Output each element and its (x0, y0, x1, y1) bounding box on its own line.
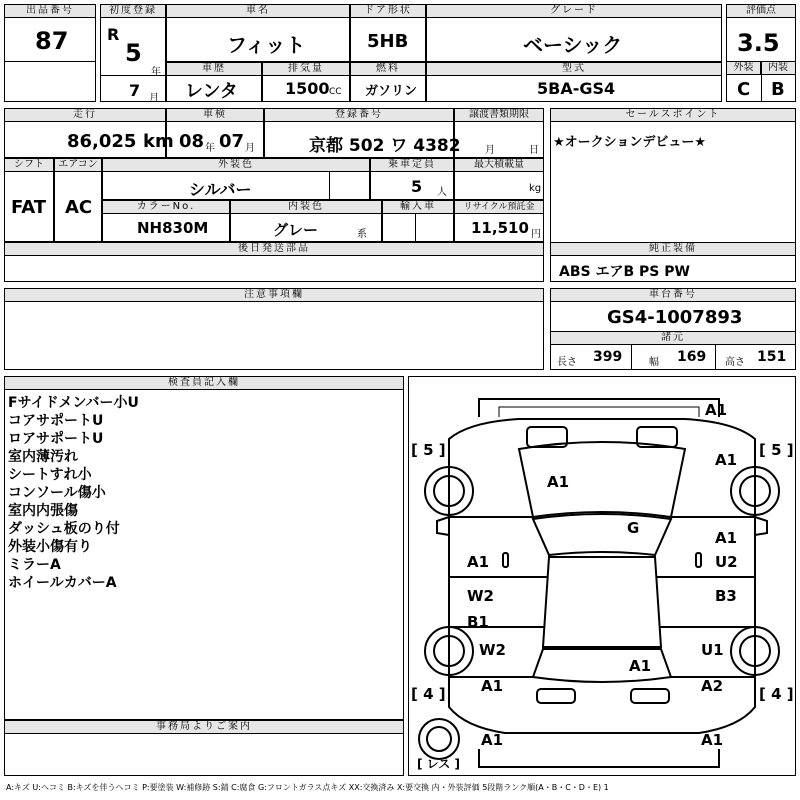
load-label: 最大積載量 (455, 159, 543, 172)
length-label: 長さ (557, 357, 577, 368)
height-value: 151 (757, 349, 787, 365)
office-label: 事務局よりご案内 (5, 721, 403, 734)
options-value: ABS エアB PS PW (559, 264, 690, 280)
mark-front-bumper: A1 (705, 401, 728, 419)
int-color-value: グレー (273, 221, 319, 239)
later-label: 後日発送部品 (5, 243, 543, 256)
transfer-day: 日 (529, 145, 539, 156)
later-box (4, 242, 544, 282)
first-reg-month: 7 (129, 81, 141, 100)
door-value: 5HB (367, 31, 409, 52)
transfer-box (454, 108, 544, 158)
name-box (166, 4, 350, 62)
name-label: 車名 (167, 5, 349, 18)
mark-left-front-door: A1 (467, 553, 490, 571)
door-box (350, 4, 426, 62)
inspector-line: Fサイドメンバー小U (8, 395, 139, 411)
load-box (454, 158, 544, 200)
mark-right-rear-door: B3 (715, 587, 737, 605)
recycle-value: 11,510 (471, 219, 529, 237)
mark-left-quarter: A1 (481, 677, 504, 695)
mark-right-quarter: A2 (701, 677, 724, 695)
fuel-box (350, 62, 426, 102)
plate-value: 京都 502 ワ 4382 (309, 136, 461, 156)
inspector-line: ロアサポートU (8, 431, 104, 447)
length-value: 399 (593, 349, 623, 365)
mark-rear-right: A1 (701, 731, 724, 749)
model-box (426, 62, 722, 102)
lot-label: 出品番号 (5, 5, 95, 18)
mileage-value: 86,025 (67, 131, 137, 152)
car-diagram-box (408, 376, 796, 776)
month-unit: 月 (149, 93, 159, 104)
inspector-label: 検査員記入欄 (5, 377, 403, 390)
color-value: シルバー (189, 180, 252, 199)
options-label: 純正装備 (551, 243, 795, 256)
year-unit: 年 (151, 67, 161, 78)
inspector-line: 室内内張傷 (8, 503, 78, 519)
dims-label: 諸元 (551, 331, 795, 345)
grade-value: ベーシック (523, 33, 623, 57)
inspector-line: ミラーA (8, 557, 61, 573)
shift-value: FAT (11, 197, 47, 218)
office-box (4, 720, 404, 776)
recycle-unit: 円 (531, 229, 541, 240)
exterior-value: C (737, 79, 751, 100)
ac-label: エアコン (55, 159, 101, 172)
history-box (166, 62, 262, 102)
int-color-label: 内装色 (231, 201, 381, 214)
legend: A:キズ U:ヘコミ B:キズを伴うヘコミ P:要塗装 W:補修跡 S:錆 C:腐食 G:フロントガラス点キズ XX:交換済み X:要交換 内・外装評価 5段階ランク順(A・B・C・D・E) 1 (6, 783, 609, 792)
mark-left-rear-fender: W2 (479, 641, 506, 659)
inspection-year: 08 (179, 131, 205, 152)
tire-rear-right: [ 4 ] (759, 685, 794, 703)
shift-label: シフト (5, 159, 53, 172)
displacement-value: 1500 (285, 79, 330, 98)
door-label: ドア形状 (351, 5, 425, 18)
int-color-box (230, 200, 382, 242)
history-value: レンタ (185, 81, 238, 102)
transfer-month: 月 (485, 145, 495, 156)
mark-left-rear-door-b: B1 (467, 613, 489, 631)
capacity-box (370, 158, 454, 200)
inspector-lines (8, 394, 139, 592)
mark-right-front-door-2: U2 (715, 553, 738, 571)
capacity-value: 5 (411, 177, 423, 196)
fuel-label: 燃料 (351, 63, 425, 76)
inspector-line: ホイールカバーA (8, 575, 117, 591)
interior-value: B (771, 79, 785, 100)
mileage-label: 走行 (5, 109, 165, 122)
inspection-month-unit: 月 (245, 143, 255, 154)
ac-value: AC (65, 197, 93, 218)
color-box (102, 158, 370, 200)
import-label: 輸入車 (383, 201, 453, 214)
displacement-box (262, 62, 350, 102)
import-box (382, 200, 454, 242)
era: R (107, 25, 120, 44)
ac-box (54, 158, 102, 242)
score-label: 評価点 (727, 5, 795, 18)
sales-box (550, 108, 796, 256)
color-no-value: NH830M (137, 219, 209, 237)
inspection-label: 車検 (167, 109, 263, 122)
first-reg-label: 初度登録 (101, 5, 165, 18)
int-color-suffix: 系 (357, 229, 367, 240)
tire-rear-left: [ 4 ] (411, 685, 446, 703)
color-label: 外装色 (103, 159, 369, 172)
capacity-label: 乗車定員 (371, 159, 453, 172)
mark-windshield: G (627, 519, 640, 537)
inspection-month: 07 (219, 131, 245, 152)
history-label: 車歴 (167, 63, 261, 76)
caution-box (4, 288, 544, 370)
recycle-box (454, 200, 544, 242)
tire-front-left: [ 5 ] (411, 441, 446, 459)
mileage-unit: km (143, 131, 174, 152)
mark-right-front-fender: A1 (715, 451, 738, 469)
inspector-line: 室内薄汚れ (8, 449, 78, 465)
recycle-label: リサイクル預託金 (455, 201, 543, 214)
sales-value: ★オークションデビュー★ (553, 135, 707, 150)
name-value: フィット (227, 33, 306, 57)
car-diagram (409, 377, 795, 775)
inspector-line: コアサポートU (8, 413, 104, 429)
tire-front-right: [ 5 ] (759, 441, 794, 459)
width-label: 幅 (649, 357, 659, 368)
score-box (726, 4, 796, 102)
lot-value: 87 (35, 27, 69, 55)
options-box (550, 242, 796, 282)
color-no-box (102, 200, 230, 242)
inspection-box (166, 108, 264, 158)
plate-label: 登録番号 (265, 109, 453, 122)
grade-label: グレード (427, 5, 721, 18)
exterior-label: 外装 (727, 62, 761, 75)
transfer-label: 譲渡書類期限 (455, 109, 543, 122)
height-label: 高さ (725, 357, 745, 368)
inspector-line: 外装小傷有り (8, 539, 92, 555)
mark-right-front-door: A1 (715, 529, 738, 547)
interior-label: 内装 (761, 62, 795, 75)
displacement-unit: CC (329, 87, 342, 97)
score-value: 3.5 (737, 29, 780, 57)
mark-left-rear-door-w: W2 (467, 587, 494, 605)
model-value: 5BA-GS4 (537, 79, 616, 98)
chassis-value: GS4-1007893 (607, 307, 743, 328)
spare-tire: [ レス ] (417, 757, 460, 771)
lot-box (4, 4, 96, 102)
width-value: 169 (677, 349, 707, 365)
mark-roof: A1 (629, 657, 652, 675)
displacement-label: 排気量 (263, 63, 349, 76)
mark-hood: A1 (547, 473, 570, 491)
load-unit: kg (529, 183, 542, 194)
first-reg-year: 5 (125, 39, 142, 67)
capacity-unit: 人 (437, 187, 447, 198)
inspector-line: シートすれ小 (8, 467, 92, 483)
grade-box (426, 4, 722, 62)
color-no-label: カラーNo. (103, 201, 229, 214)
chassis-label: 車台番号 (551, 289, 795, 302)
caution-label: 注意事項欄 (5, 289, 543, 302)
chassis-box (550, 288, 796, 370)
sales-label: セールスポイント (551, 109, 795, 122)
mark-rear-left: A1 (481, 731, 504, 749)
plate-box (264, 108, 461, 158)
first-reg-box (100, 4, 166, 102)
model-label: 型式 (427, 63, 721, 76)
mileage-box (4, 108, 174, 158)
fuel-value: ガソリン (365, 84, 418, 99)
inspector-line: コンソール傷小 (8, 485, 106, 501)
shift-box (4, 158, 54, 242)
mark-right-rear-fender: U1 (701, 641, 724, 659)
inspector-line: ダッシュ板のり付 (8, 521, 120, 537)
inspection-year-unit: 年 (205, 143, 215, 154)
